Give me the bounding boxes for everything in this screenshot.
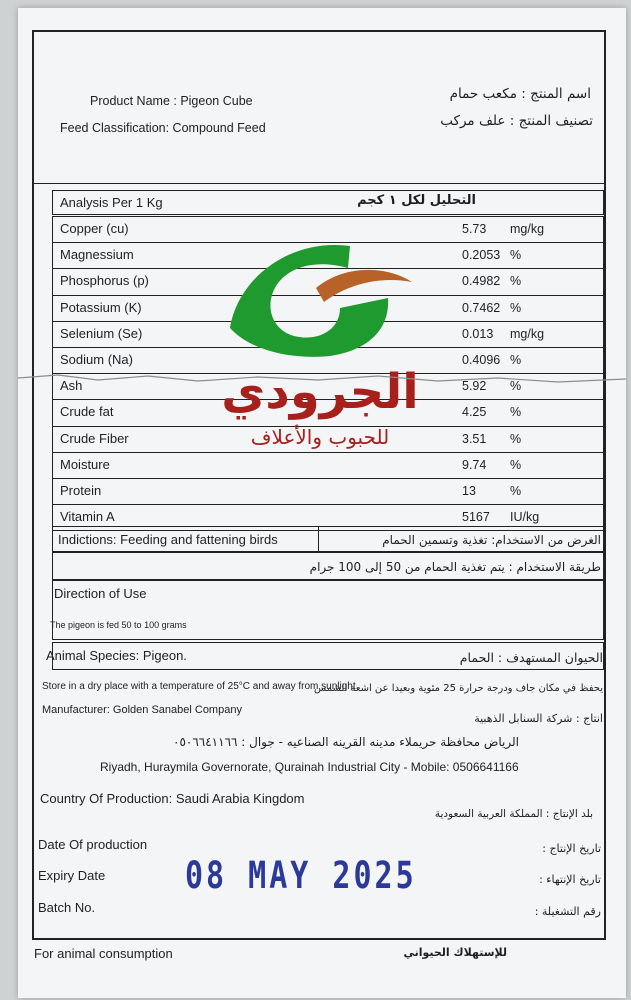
nutrient-name: Sodium (Na) xyxy=(60,352,133,367)
torn-crease xyxy=(18,372,626,384)
nutrient-unit: % xyxy=(510,405,522,420)
feed-classification-en: Feed Classification: Compound Feed xyxy=(60,121,266,135)
nutrient-unit: % xyxy=(510,353,522,367)
manufacturer-en: Manufacturer: Golden Sanabel Company xyxy=(42,704,242,716)
species-en: Animal Species: Pigeon. xyxy=(46,648,187,663)
analysis-header-en: Analysis Per 1 Kg xyxy=(60,195,163,210)
logo-arabic-tagline: للحبوب والأعلاف xyxy=(250,425,390,449)
nutrient-unit: mg/kg xyxy=(510,222,545,236)
nutrient-value: 5.92 xyxy=(462,379,487,394)
batch-number-label-ar: رقم التشغيلة : xyxy=(534,905,601,918)
direction-text: The pigeon is fed 50 to 100 grams xyxy=(50,620,187,630)
nutrient-unit: % xyxy=(510,274,522,289)
nutrient-name: Protein xyxy=(60,483,102,498)
product-name-en: Product Name : Pigeon Cube xyxy=(90,94,253,108)
nutrient-value: 0.013 xyxy=(462,326,494,341)
product-name-ar: اسم المنتج : مكعب حمام xyxy=(449,86,591,102)
storage-ar: يحفظ في مكان جاف ودرجة حرارة 25 مئوية وبعيدا عن اشعة الشمس xyxy=(313,683,603,694)
production-date-stamp: 08 MAY 2025 xyxy=(185,854,417,898)
nutrient-name: Moisture xyxy=(60,456,110,472)
logo-arabic-name: الجرودي xyxy=(221,364,419,420)
nutrient-name: Crude Fiber xyxy=(60,430,129,446)
nutrient-value: 5167 xyxy=(462,510,490,525)
nutrient-unit: % xyxy=(510,457,522,472)
country-ar: بلد الإنتاج : المملكة العربية السعودية xyxy=(434,808,593,820)
direction-title: Direction of Use xyxy=(54,586,147,601)
nutrient-unit: % xyxy=(510,431,522,446)
nutrient-unit: % xyxy=(510,484,522,498)
nutrient-name: Vitamin A xyxy=(60,509,115,525)
nutrient-value: 4.25 xyxy=(462,405,487,420)
usage-ar: طريقة الاستخدام : يتم تغذية الحمام من 50 إلى 100 جرام xyxy=(309,560,601,574)
nutrient-unit: % xyxy=(510,300,522,315)
nutrient-value: 13 xyxy=(462,484,476,498)
batch-number-label: Batch No. xyxy=(38,900,96,915)
nutrient-unit: IU/kg xyxy=(510,510,540,525)
nutrient-value: 0.7462 xyxy=(462,300,501,315)
indications-divider xyxy=(318,526,319,552)
footer-ar: للإستهلاك الحيواني xyxy=(403,946,507,959)
divider xyxy=(32,183,606,184)
address-ar: الرياض محافظة حريملاء مدينه القرينه الصناعيه - جوال : ٠٥٠٦٦٤١١٦٦ xyxy=(173,735,519,749)
nutrient-value: 5.73 xyxy=(462,222,487,236)
nutrient-value: 0.2053 xyxy=(462,248,501,263)
nutrient-name: Ash xyxy=(60,378,83,394)
nutrient-value: 0.4096 xyxy=(462,353,501,367)
nutrient-name: Potassium (K) xyxy=(60,299,142,315)
nutrient-value: 0.4982 xyxy=(462,274,501,289)
address-en: Riyadh, Huraymila Governorate, Qurainah Industrial City - Mobile: 0506641166 xyxy=(100,760,519,774)
feed-classification-ar: تصنيف المنتج : علف مركب xyxy=(440,113,593,129)
expiry-date-label-ar: تاريخ الإنتهاء : xyxy=(539,873,601,886)
logo-green-g xyxy=(230,245,388,357)
species-ar: الحيوان المستهدف : الحمام xyxy=(459,650,603,665)
nutrient-name: Phosphorus (p) xyxy=(60,273,149,289)
footer-en: For animal consumption xyxy=(34,946,173,961)
country-en: Country Of Production: Saudi Arabia Kingdom xyxy=(40,791,305,806)
nutrient-name: Magnessium xyxy=(60,247,134,263)
nutrient-unit: mg/kg xyxy=(510,326,545,341)
nutrient-name: Selenium (Se) xyxy=(60,325,143,341)
nutrient-unit: % xyxy=(510,379,522,394)
table-row xyxy=(52,478,604,505)
date-production-label-ar: تاريخ الإنتاج : xyxy=(542,842,601,855)
logo-brown-swoosh xyxy=(316,270,412,302)
expiry-date-label: Expiry Date xyxy=(38,868,106,883)
indications-en: Indictions: Feeding and fattening birds xyxy=(58,532,278,547)
storage-en: Store in a dry place with a temperature of 25°C and away from sunlight xyxy=(42,681,356,692)
indications-ar: الغرض من الاستخدام: تغذية وتسمين الحمام xyxy=(382,533,601,547)
nutrient-name: Copper (cu) xyxy=(60,221,129,236)
nutrient-value: 3.51 xyxy=(462,431,487,446)
analysis-header-ar: التحليل لكل ١ كجم xyxy=(357,193,476,208)
nutrient-name: Crude fat xyxy=(60,404,114,420)
manufacturer-ar: انتاج : شركة السنابل الذهبية xyxy=(474,712,603,725)
company-logo xyxy=(220,238,420,458)
nutrient-value: 9.74 xyxy=(462,457,487,472)
nutrient-unit: % xyxy=(510,248,522,263)
date-production-label: Date Of production xyxy=(38,837,148,852)
